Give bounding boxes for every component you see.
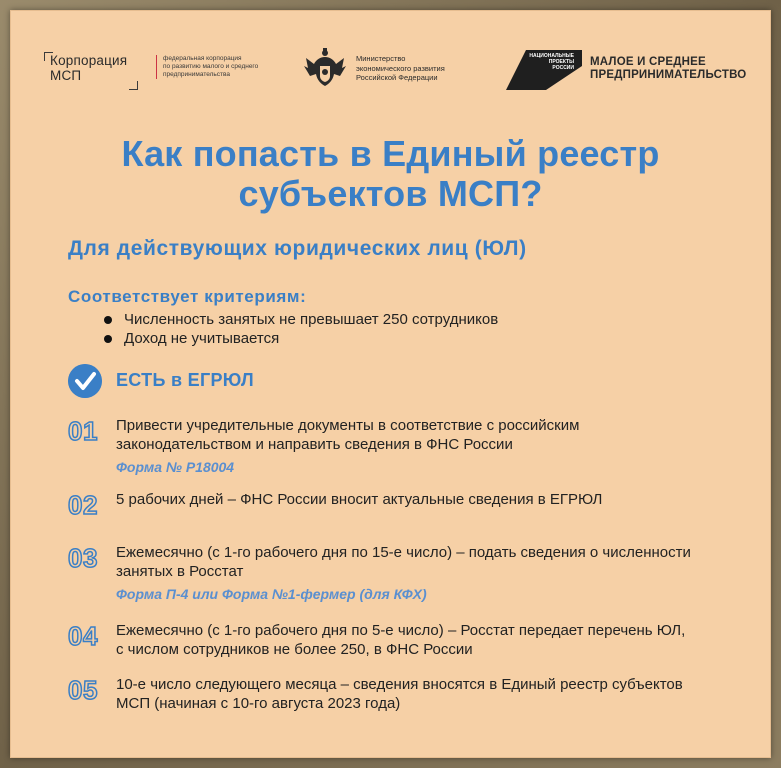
national-projects-logo-text: МАЛОЕ И СРЕДНЕЕ ПРЕДПРИНИМАТЕЛЬСТВО: [590, 56, 747, 81]
national-projects-small-text: НАЦИОНАЛЬНЫЕ ПРОЕКТЫ РОССИИ: [529, 53, 574, 71]
bullet-icon: [104, 335, 112, 343]
egrul-label: ЕСТЬ в ЕГРЮЛ: [116, 370, 254, 390]
step-text: 10-е число следующего месяца – сведения вносятся в Единый реестр субъектов МСП (начиная с 10-го августа 2023 года): [116, 676, 683, 712]
step-number: 05: [68, 675, 98, 705]
list-item: Численность занятых не превышает 250 сотрудников: [104, 310, 498, 329]
step-form-link: Форма П-4 или Форма №1-фермер (для КФХ): [116, 586, 427, 602]
step-number: 02: [68, 490, 98, 520]
corporation-logo-mark: [44, 46, 138, 90]
step-text: Привести учредительные документы в соответствие с российским законодательством и направить сведения в ФНС России: [116, 417, 580, 453]
criteria-heading: Соответствует критериям:: [68, 287, 307, 306]
step-text: 5 рабочих дней – ФНС России вносит актуальные сведения в ЕГРЮЛ: [116, 491, 603, 508]
step-form-link: Форма № Р18004: [116, 459, 235, 475]
page-title: Как попасть в Единый реестр субъектов МСП?: [121, 133, 660, 214]
step-number: 03: [68, 543, 98, 573]
step-number: 01: [68, 416, 98, 446]
step-text: Ежемесячно (с 1-го рабочего дня по 5-е число) – Росстат передает перечень ЮЛ, с числом сотрудников не более 250, в ФНС России: [116, 622, 686, 658]
corporation-logo-name: Корпорация МСП: [50, 53, 128, 83]
list-item: Доход не учитывается: [104, 329, 498, 348]
ministry-logo-text: Министерство экономического развития Российской Федерации: [356, 54, 445, 82]
step-number: 04: [68, 621, 98, 651]
bullet-icon: [104, 316, 112, 324]
coat-of-arms-icon: [302, 44, 348, 90]
page-subtitle: Для действующих юридических лиц (ЮЛ): [68, 237, 527, 260]
corporation-logo-subtitle: федеральная корпорация по развитию малого и среднего предпринимательства: [156, 55, 313, 79]
step-text: Ежемесячно (с 1-го рабочего дня по 15-е число) – подать сведения о численности занятых в Росстат: [116, 544, 691, 580]
check-circle-icon: [68, 364, 102, 398]
criteria-list: [104, 310, 498, 348]
